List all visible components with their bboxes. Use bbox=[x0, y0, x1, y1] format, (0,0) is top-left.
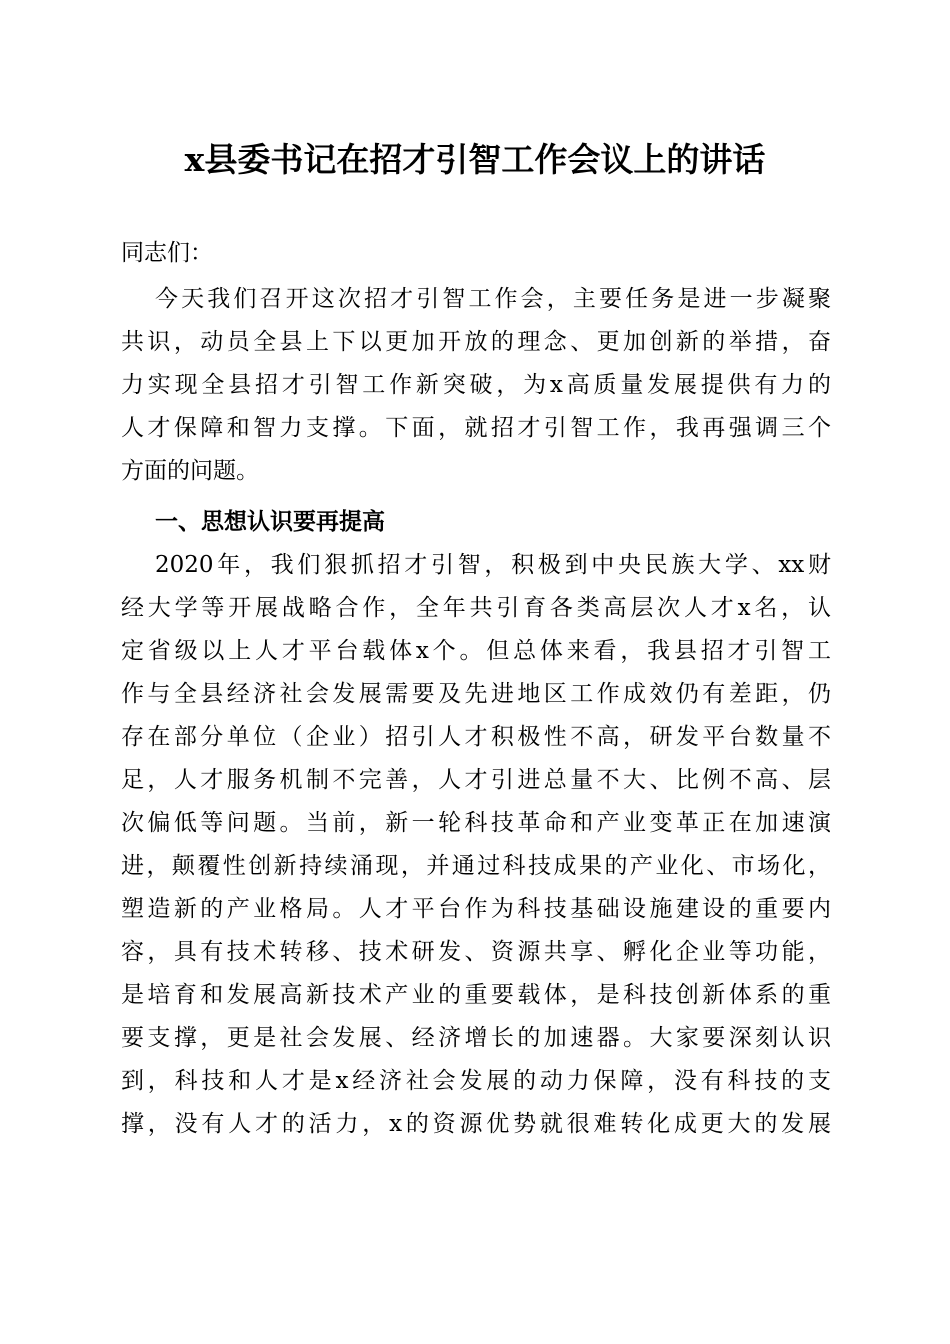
salutation: 同志们： bbox=[121, 240, 213, 266]
paragraph-2-line: 定省级以上人才平台载体x个。但总体来看，我县招才引智工 bbox=[121, 638, 831, 664]
paragraph-2-line: 2020年，我们狠抓招才引智，积极到中央民族大学、xx财 bbox=[155, 552, 831, 578]
paragraph-2-line: 是培育和发展高新技术产业的重要载体，是科技创新体系的重 bbox=[121, 982, 831, 1008]
paragraph-2-line: 作与全县经济社会发展需要及先进地区工作成效仍有差距，仍 bbox=[121, 681, 831, 707]
section-heading-1: 一、思想认识要再提高 bbox=[155, 509, 385, 535]
document-title: x县委书记在招才引智工作会议上的讲话 bbox=[184, 140, 766, 179]
paragraph-2-line: 进，颠覆性创新持续涌现，并通过科技成果的产业化、市场化， bbox=[121, 853, 831, 879]
paragraph-2-line: 次偏低等问题。当前，新一轮科技革命和产业变革正在加速演 bbox=[121, 810, 831, 836]
paragraph-2-line: 经大学等开展战略合作，全年共引育各类高层次人才x名，认 bbox=[121, 595, 831, 621]
paragraph-1-line: 方面的问题。 bbox=[121, 458, 259, 484]
paragraph-2-line: 撑，没有人才的活力，x的资源优势就很难转化成更大的发展 bbox=[121, 1111, 831, 1137]
paragraph-1-line: 今天我们召开这次招才引智工作会，主要任务是进一步凝聚 bbox=[155, 286, 831, 312]
paragraph-2-line: 容，具有技术转移、技术研发、资源共享、孵化企业等功能， bbox=[121, 939, 831, 965]
paragraph-2-line: 要支撑，更是社会发展、经济增长的加速器。大家要深刻认识 bbox=[121, 1025, 831, 1051]
paragraph-2-line: 到，科技和人才是x经济社会发展的动力保障，没有科技的支 bbox=[121, 1068, 831, 1094]
paragraph-1-line: 共识，动员全县上下以更加开放的理念、更加创新的举措，奋 bbox=[121, 329, 831, 355]
paragraph-1-line: 力实现全县招才引智工作新突破，为x高质量发展提供有力的 bbox=[121, 372, 831, 398]
paragraph-2-line: 塑造新的产业格局。人才平台作为科技基础设施建设的重要内 bbox=[121, 896, 831, 922]
paragraph-2-line: 足，人才服务机制不完善，人才引进总量不大、比例不高、层 bbox=[121, 767, 831, 793]
paragraph-1-line: 人才保障和智力支撑。下面，就招才引智工作，我再强调三个 bbox=[121, 415, 831, 441]
paragraph-2-line: 存在部分单位（企业）招引人才积极性不高，研发平台数量不 bbox=[121, 724, 831, 750]
